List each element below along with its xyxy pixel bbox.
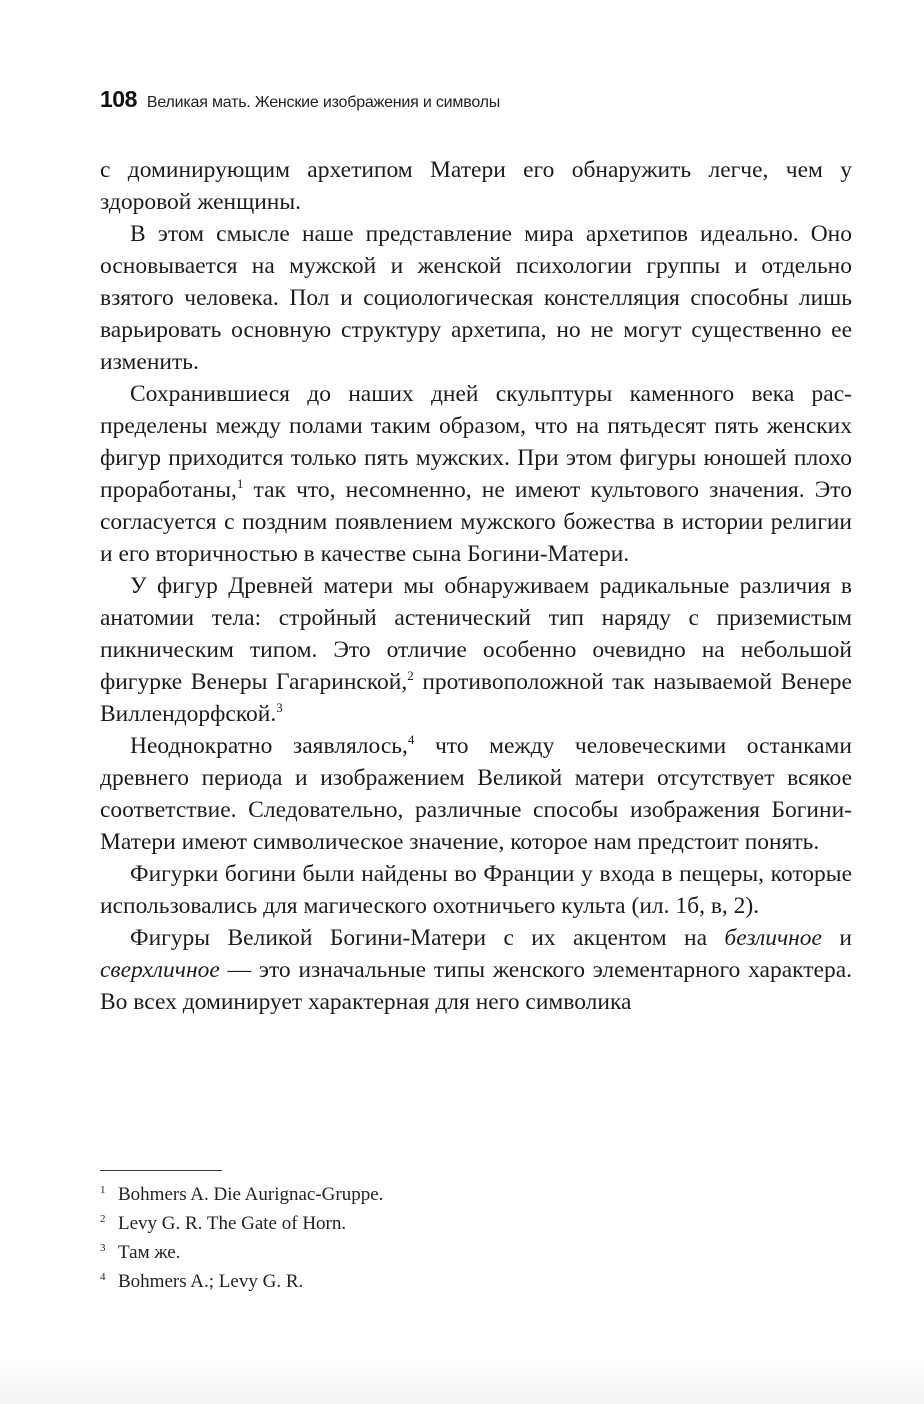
paragraph-4: У фигур Древней матери мы обнаруживаем радикальные различия в анатомии тела: стройный астенический тип наряду с приземистым пикническим типом. Это отличие особенно очевидно на небольшой фигурке Венеры Гагаринской,$^2$ противоположной так называемой Венере Виллендорфской.$^3$ bbox=[100, 573, 852, 727]
main-text bbox=[100, 154, 852, 1018]
footnote-3: 3 Там же. bbox=[100, 1242, 181, 1263]
italic-term-suprapersonal: сверхличное bbox=[100, 957, 220, 983]
footnote-text: Там же. bbox=[118, 1242, 181, 1263]
footnote-1: 1 Bohmers A. Die Aurignac-Gruppe. bbox=[100, 1184, 384, 1205]
footnote-ref-4[interactable]: 4 bbox=[407, 732, 415, 747]
paragraph-6: Фигурки богини были найдены во Франции у входа в пещеры, которые использовались для магического охотничьего культа (ил. 1б, в, 2). bbox=[100, 861, 852, 919]
footnote-text: Levy G. R. The Gate of Horn. bbox=[118, 1213, 347, 1234]
page-number: 108 bbox=[100, 86, 137, 112]
footnote-separator bbox=[100, 1170, 222, 1171]
paragraph-7: Фигуры Великой Богини-Матери с их акцентом на безличное и сверхличное — это изначальные типы женского элементарного характера. Во всех доминирует характерная для него символика bbox=[100, 925, 852, 1015]
chapter-title: Великая мать. Женские изображения и символы bbox=[146, 94, 501, 111]
paragraph-1: с доминирующим архетипом Матери его обнаружить легче, чем у здоровой женщины. bbox=[100, 157, 852, 215]
footnote-ref-2[interactable]: 2 bbox=[407, 668, 414, 683]
paragraph-2: В этом смысле наше представление мира архетипов идеально. Оно основывается на мужской и женской психологии группы и отдельно взятого человека. Пол и социологическая констелляция способны лишь варьировать основную структуру архетипа, но не могут существенно ее изменить. bbox=[100, 221, 852, 375]
paragraph-5: Неоднократно заявлялось,$^4$ что между человеческими останками древнего периода и изображением Великой матери отсутствует всякое соответствие. Следовательно, различные способы изображения Богини-Матери имеют символическое значение, которое нам предстоит понять. bbox=[100, 732, 853, 855]
running-header bbox=[100, 86, 860, 116]
paragraph-3: Сохранившиеся до наших дней скульптуры каменного века распределены между полами таким образом, что на пятьдесят пять женских фигур приходится только пять мужских. При этом фигуры юношей плохо проработаны,$^1$ так что, несомненно, не имеют культового значения. Это согласуется с поздним появлением мужского божества в истории религии и его вторичностью в качестве сына Богини-Матери. bbox=[100, 381, 852, 567]
footnotes bbox=[100, 1180, 800, 1296]
italic-term-impersonal: безличное bbox=[724, 925, 822, 951]
page-bottom-edge bbox=[0, 1360, 924, 1404]
footnote-ref-3[interactable]: 3 bbox=[276, 700, 283, 715]
footnote-ref-1[interactable]: 1 bbox=[236, 476, 244, 491]
footnote-text: Bohmers A.; Levy G. R. bbox=[118, 1271, 304, 1292]
footnote-4: 4 Bohmers A.; Levy G. R. bbox=[100, 1271, 304, 1292]
footnote-text: Bohmers A. Die Aurignac-Gruppe. bbox=[118, 1184, 384, 1205]
footnote-2: 2 Levy G. R. The Gate of Horn. bbox=[100, 1213, 347, 1234]
